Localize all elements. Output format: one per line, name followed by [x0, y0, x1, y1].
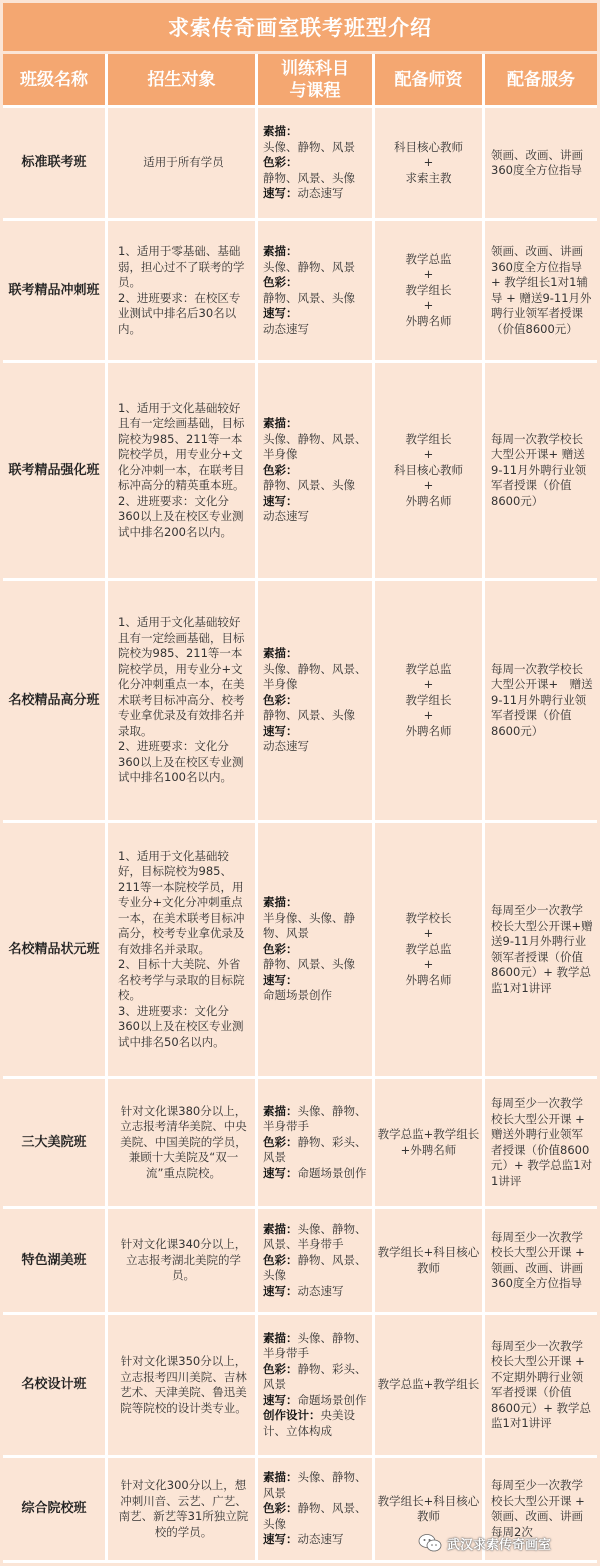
table-row [3, 823, 597, 1079]
courses-cell [258, 108, 375, 221]
service-text: 每周一次教学校长大型公开课+ 赠送9-11月外聘行业领军者授课（价值8600元） [491, 431, 587, 508]
teachers-text: 教学组长 + 科目核心教师 + 外聘名师 [394, 431, 463, 508]
class-name-cell [3, 221, 108, 363]
course-line [263, 1362, 369, 1393]
course-content: 央美设计、立体构成 [263, 1408, 355, 1438]
course-line [263, 911, 369, 942]
course-line [263, 1393, 369, 1409]
course-label: 素描： [263, 646, 298, 661]
course-line [263, 509, 369, 525]
service-cell [485, 221, 597, 363]
service-text: 领画、改画、讲画360度全方位指导 + 教学组长1对1辅导 + 赠送9-11月外聘行业领军者授课（价值8600元） [491, 244, 592, 336]
course-content: 命题场景创作 [263, 988, 332, 1003]
service-cell [485, 1209, 597, 1315]
courses-cell [258, 1458, 375, 1563]
service-cell [485, 363, 597, 581]
course-line [263, 1253, 369, 1284]
class-name: 三大美院班 [21, 1134, 87, 1150]
course-line [263, 244, 369, 260]
courses-cell [258, 581, 375, 823]
course-label: 色彩： [263, 941, 298, 956]
courses-cell [258, 1079, 375, 1209]
course-line [263, 708, 369, 724]
header-courses: 训练科目 与课程 [258, 54, 375, 108]
table-row [3, 1209, 597, 1315]
course-label: 素描： [263, 1470, 298, 1485]
course-content: 动态速写 [297, 1532, 344, 1547]
table-row [3, 581, 597, 823]
course-content: 命题场景创作 [297, 1392, 367, 1407]
course-label: 色彩： [263, 1252, 298, 1267]
teachers-cell [375, 823, 485, 1079]
teachers-cell [375, 363, 485, 581]
course-line [263, 171, 369, 187]
target-cell [108, 1079, 258, 1209]
class-name: 联考精品强化班 [8, 462, 100, 478]
course-line [263, 662, 369, 693]
course-line [263, 646, 369, 662]
course-label: 素描： [263, 1103, 298, 1118]
courses-cell [258, 221, 375, 363]
course-line [263, 1408, 369, 1439]
course-label: 色彩： [263, 1501, 298, 1516]
teachers-text: 教学总监+教学组长 [377, 1377, 480, 1392]
watermark-text: 武汉求索传奇画室 [447, 1537, 552, 1553]
course-line [263, 478, 369, 494]
course-label: 速写： [263, 1165, 298, 1180]
course-content: 头像、静物、半身带手 [263, 1330, 367, 1361]
course-content: 静物、风景、头像 [263, 170, 355, 185]
page-title: 求索传奇画室联考班型介绍 [3, 3, 597, 51]
service-cell [485, 108, 597, 221]
target-cell [108, 823, 258, 1079]
class-name-cell [3, 363, 108, 581]
class-name-cell [3, 1315, 108, 1458]
target-text: 针对文化课380分以上，立志报考清华美院、中央美院、中国美院的学员，兼顾十大美院及“双一流”重点院校。 [120, 1103, 247, 1180]
course-content: 动态速写 [297, 186, 344, 201]
course-line [263, 693, 369, 709]
course-line [263, 140, 369, 156]
course-line [263, 957, 369, 973]
service-cell [485, 1079, 597, 1209]
course-content: 头像、静物、半身带手 [263, 1103, 367, 1134]
teachers-text: 科目核心教师 + 求索主教 [394, 139, 463, 185]
service-text: 每周至少一次教学校长大型公开课 + 不定期外聘行业领军者授课（价值8600元）+ 教学总监1对1讲评 [491, 1338, 592, 1430]
teachers-cell [375, 108, 485, 221]
table-row [3, 1315, 597, 1458]
target-text: 针对文化课350分以上，立志报考四川美院、吉林艺术、天津美院、鲁迅美院等院校的设计类专业。 [120, 1354, 247, 1415]
course-line [263, 1284, 369, 1300]
class-name: 特色湖美班 [21, 1252, 87, 1268]
course-content: 静物、风景、头像 [263, 1252, 367, 1283]
teachers-cell [375, 581, 485, 823]
course-label: 素描： [263, 244, 298, 258]
target-text: 适用于所有学员 [143, 155, 224, 170]
target-cell [108, 363, 258, 581]
course-line [263, 1104, 369, 1135]
course-line [263, 124, 369, 140]
course-line [263, 1331, 369, 1362]
course-label: 速写： [263, 1392, 298, 1407]
course-line [263, 739, 369, 755]
courses-cell [258, 363, 375, 581]
class-name-cell [3, 823, 108, 1079]
table-header-row [3, 54, 597, 108]
target-text: 针对文化300分以上，想冲刺川音、云艺、广艺、南艺、新艺等31所独立院校的学员。 [118, 1478, 249, 1539]
teachers-cell [375, 1209, 485, 1315]
course-content: 头像、静物、风景 [263, 1470, 367, 1500]
course-content: 半身像、头像、静物、风景 [263, 910, 355, 941]
course-line [263, 1532, 369, 1548]
course-content: 静物、风景、头像 [263, 290, 355, 305]
course-line [263, 895, 369, 911]
courses-cell [258, 1209, 375, 1315]
class-name: 联考精品冲刺班 [8, 282, 100, 298]
course-label: 色彩： [263, 692, 298, 707]
course-label: 速写： [263, 1283, 298, 1298]
teachers-text: 教学组长+科目核心教师 [377, 1245, 480, 1275]
course-content: 头像、静物、风景 [263, 139, 355, 154]
target-cell [108, 1209, 258, 1315]
course-content: 动态速写 [263, 321, 309, 336]
course-content: 静物、风景、头像 [263, 1501, 367, 1531]
teachers-text: 教学组长+科目核心教师 [377, 1493, 480, 1523]
course-label: 速写： [263, 972, 298, 987]
course-line [263, 432, 369, 463]
header-target: 招生对象 [108, 54, 258, 108]
service-cell [485, 823, 597, 1079]
course-line [263, 1135, 369, 1166]
course-line [263, 494, 369, 510]
target-cell [108, 108, 258, 221]
teachers-text: 教学总监+教学组长+外聘名师 [377, 1127, 480, 1157]
course-content: 静物、彩头、风景 [263, 1134, 367, 1165]
course-label: 素描： [263, 1221, 298, 1236]
wechat-icon [418, 1533, 442, 1553]
table-row [3, 1079, 597, 1209]
course-content: 静物、彩头、风景 [263, 1361, 367, 1392]
course-line [263, 260, 369, 276]
course-label: 速写： [263, 1532, 298, 1547]
class-name: 名校精品高分班 [8, 692, 100, 708]
class-table [3, 54, 597, 1563]
course-content: 头像、静物、风景 [263, 259, 355, 274]
watermark [418, 1530, 594, 1556]
course-content: 头像、静物、风景、半身像 [263, 431, 367, 462]
course-label: 色彩： [263, 155, 298, 170]
table-row [3, 221, 597, 363]
teachers-text: 教学总监 + 教学组长 + 外聘名师 [405, 251, 452, 328]
service-text: 每周一次教学校长大型公开课+ 赠送9-11月外聘行业领军者授课（价值8600元） [491, 661, 593, 738]
course-line [263, 1222, 369, 1253]
service-text: 每周至少一次教学校长大型公开课 + 领画、改画、讲画360度全方位指导 [491, 1229, 585, 1290]
course-line [263, 155, 369, 171]
course-line [263, 973, 369, 989]
courses-cell [258, 1315, 375, 1458]
course-line [263, 291, 369, 307]
teachers-cell [375, 1315, 485, 1458]
header-service: 配备服务 [485, 54, 597, 108]
course-line [263, 1470, 369, 1501]
course-line [263, 1166, 369, 1182]
course-line [263, 186, 369, 202]
service-text: 领画、改画、讲画 360度全方位指导 [491, 147, 583, 177]
course-line [263, 1501, 369, 1532]
class-name: 名校设计班 [21, 1377, 87, 1393]
teachers-cell [375, 1079, 485, 1209]
course-content: 命题场景创作 [297, 1165, 367, 1180]
course-label: 速写： [263, 493, 298, 508]
class-name-cell [3, 1079, 108, 1209]
service-text: 每周至少一次教学校长大型公开课 + 领画、改画、讲画每周2次 [491, 1478, 585, 1539]
course-label: 素描： [263, 895, 298, 910]
course-label: 素描： [263, 1330, 298, 1345]
course-label: 素描： [263, 124, 298, 139]
teachers-cell [375, 221, 485, 363]
course-line [263, 463, 369, 479]
teachers-text: 教学总监 + 教学组长 + 外聘名师 [405, 661, 452, 738]
course-label: 色彩： [263, 275, 298, 289]
class-name-cell [3, 108, 108, 221]
class-name-cell [3, 1458, 108, 1563]
course-line [263, 942, 369, 958]
class-name: 综合院校班 [21, 1501, 87, 1517]
course-line [263, 322, 369, 338]
course-label: 色彩： [263, 1134, 298, 1149]
target-cell [108, 1458, 258, 1563]
course-content: 头像、静物、风景、半身像 [263, 661, 367, 692]
class-name-cell [3, 1209, 108, 1315]
course-label: 素描： [263, 416, 298, 431]
course-content: 头像、静物、风景、半身带手 [263, 1221, 367, 1252]
header-teachers: 配备师资 [375, 54, 485, 108]
target-cell [108, 221, 258, 363]
course-line [263, 306, 369, 322]
target-text: 1、适用于文化基础较好且有一定绘画基础，目标院校为985、211等一本院校学员，用专业分+文化分冲刺重点一本，在美术联考目标冲高分、校考专业拿优录及有效排名并录取。 2、进班要求：文化分360以上及在校区专业测试中排名100名以内。 [118, 615, 245, 785]
course-label: 色彩： [263, 1361, 298, 1376]
teachers-text: 教学校长 + 教学总监 + 外聘名师 [405, 910, 452, 987]
table-row [3, 363, 597, 581]
class-name: 名校精品状元班 [8, 941, 100, 957]
service-text: 每周至少一次教学校长大型公开课 + 赠送外聘行业领军者授课（价值8600元）+ 教学总监1对1讲评 [491, 1096, 593, 1188]
class-name: 标准联考班 [21, 155, 87, 171]
course-content: 静物、风景、头像 [263, 478, 355, 493]
target-cell [108, 581, 258, 823]
service-text: 每周至少一次教学校长大型公开课+赠送9-11月外聘行业领军者授课（价值8600元）+ 教学总监1对1讲评 [491, 903, 593, 995]
target-text: 1、适用于零基础、基础弱，担心过不了联考的学员。 2、进班要求：在校区专业测试中排名后30名以内。 [118, 244, 245, 336]
course-content: 动态速写 [263, 739, 309, 754]
course-line [263, 988, 369, 1004]
course-content: 静物、风景、头像 [263, 957, 355, 972]
course-line [263, 275, 369, 291]
course-content: 动态速写 [297, 1283, 344, 1298]
target-text: 针对文化课340分以上，立志报考湖北美院的学员。 [120, 1237, 247, 1283]
course-label: 创作设计： [263, 1408, 321, 1423]
service-cell [485, 1315, 597, 1458]
course-label: 速写： [263, 723, 298, 738]
target-cell [108, 1315, 258, 1458]
target-text: 1、适用于文化基础较好，目标院校为985、211等一本院校学员，用专业分+文化分冲刺重点一本，在美术联考目标冲高分，校考专业拿优录及有效排名并录取。 2、目标十大美院、外省名校考学与录取的目标院校。 3、进班要求：文化分360以上及在校区专业测试中排名50名以内。 [118, 848, 245, 1049]
course-label: 速写： [263, 186, 298, 201]
course-line [263, 724, 369, 740]
course-label: 速写： [263, 306, 298, 320]
course-label: 色彩： [263, 462, 298, 477]
course-line [263, 416, 369, 432]
table-row [3, 108, 597, 221]
target-text: 1、适用于文化基础较好且有一定绘画基础，目标院校为985、211等一本院校学员，用专业分+文化分冲刺一本，在联考目标冲高分的精英重本班。 2、进班要求：文化分360以上及在校区专业测试中排名200名以内。 [118, 400, 245, 539]
header-class-name: 班级名称 [3, 54, 108, 108]
service-cell [485, 581, 597, 823]
courses-cell [258, 823, 375, 1079]
course-content: 动态速写 [263, 509, 309, 524]
class-name-cell [3, 581, 108, 823]
course-content: 静物、风景、头像 [263, 708, 355, 723]
